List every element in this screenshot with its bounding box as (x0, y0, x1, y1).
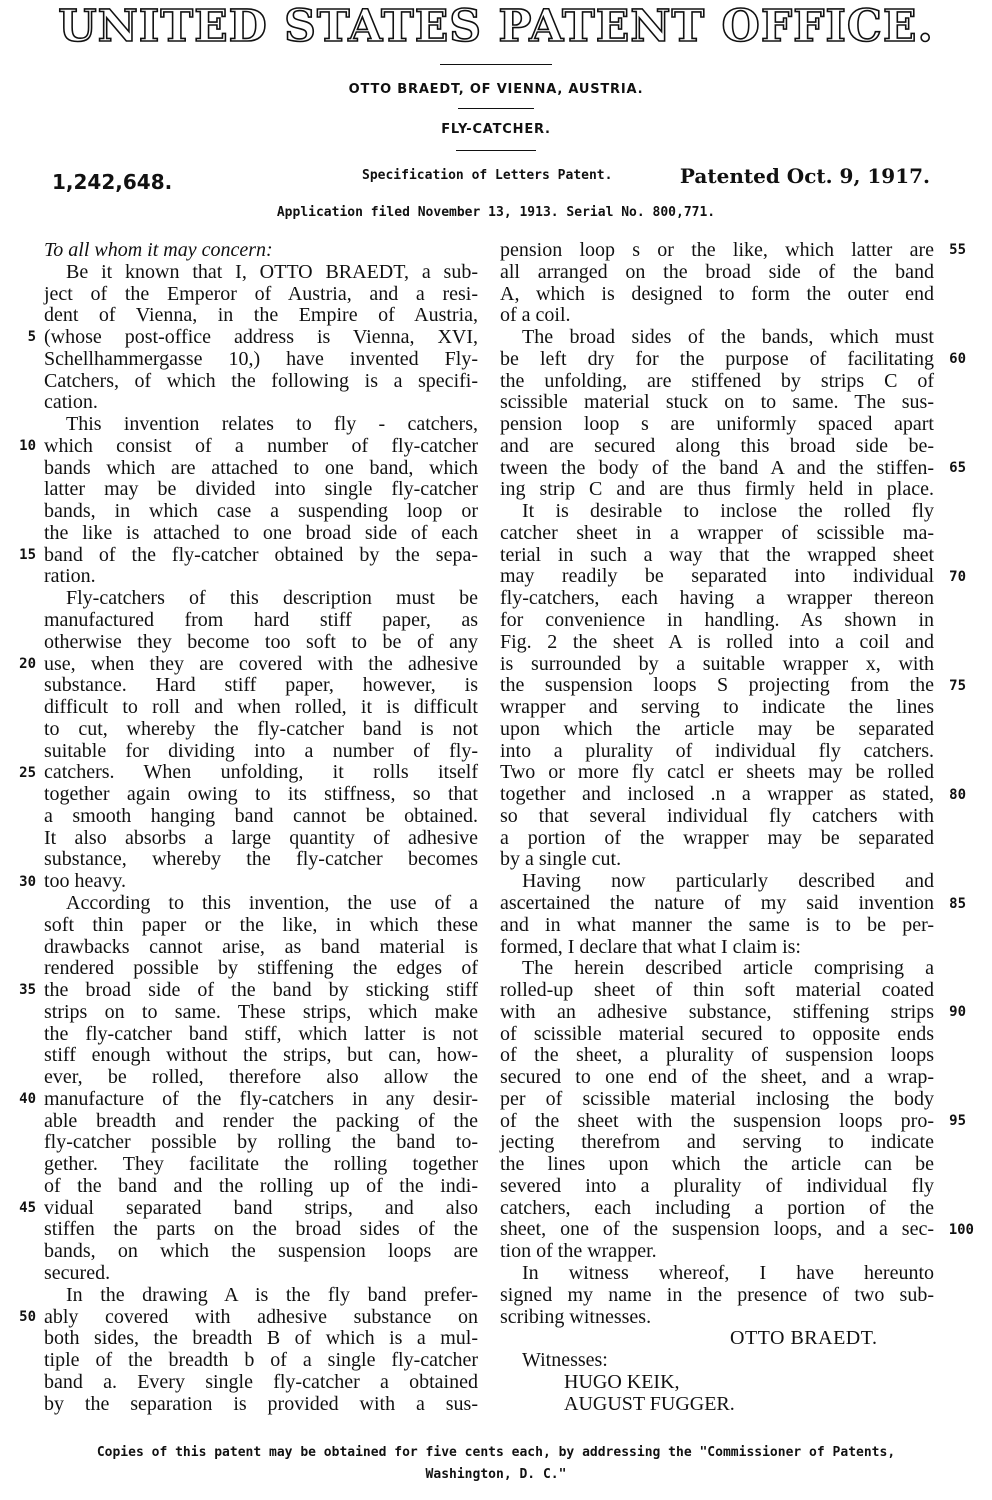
witness-name: HUGO KEIK, (564, 1370, 680, 1393)
text-line: upon which the article may be separated (500, 717, 934, 740)
text-line: both sides, the breadth B of which is a mul- (44, 1327, 478, 1350)
text-line: tween the body of the band A and the stiffen- (500, 456, 934, 479)
line-number: 30 (19, 874, 36, 890)
text-line: Schellhammergasse 10,) have invented Fly- (44, 347, 478, 370)
text-line: use, when they are covered with the adhesive (44, 652, 478, 675)
text-line: manufactured from hard stiff paper, as (44, 609, 478, 632)
text-line: a portion of the wrapper may be separated (500, 826, 934, 849)
line-number: 55 (949, 242, 966, 258)
text-line: otherwise they become too soft to be of any (44, 630, 478, 653)
header-rule-mid (458, 108, 534, 109)
text-line: the like is attached to one broad side of each (44, 521, 478, 544)
text-line: by a single cut. (500, 848, 622, 871)
text-line: vidual separated band strips, and also (44, 1196, 478, 1219)
line-number: 90 (949, 1004, 966, 1020)
line-number: 65 (949, 460, 966, 476)
text-line: terial in such a way that the wrapped sheet (500, 543, 934, 566)
text-line: per of scissible material inclosing the body (500, 1087, 934, 1110)
line-number: 20 (19, 656, 36, 672)
text-line: stiffen the parts on the broad sides of the (44, 1218, 478, 1241)
text-line: difficult to roll and when rolled, it is difficult (44, 696, 478, 719)
text-line: It also absorbs a large quantity of adhesive (44, 826, 478, 849)
header-rule-low (456, 150, 536, 151)
text-line: the lines upon which the article can be (500, 1153, 934, 1176)
patented-date: Patented Oct. 9, 1917. (679, 164, 930, 188)
witnesses-label: Witnesses: (522, 1349, 608, 1372)
text-line: gether. They facilitate the rolling together (44, 1153, 478, 1176)
line-number: 25 (19, 765, 36, 781)
text-line: A, which is designed to form the outer end (500, 282, 934, 305)
text-line: soft thin paper or the like, in which these (44, 913, 478, 936)
text-line: signed my name in the presence of two sub- (500, 1283, 934, 1306)
text-line: of the band and the rolling up of the indi- (44, 1174, 478, 1197)
text-line: ascertained the nature of my said invention (500, 891, 934, 914)
text-line: of scissible material secured to opposite ends (500, 1022, 934, 1045)
inventor-line: OTTO BRAEDT, OF VIENNA, AUSTRIA. (348, 82, 644, 97)
text-line: all arranged on the broad side of the band (500, 260, 934, 283)
application-line: Application filed November 13, 1913. Serial No. 800,771. (276, 205, 716, 220)
text-line: Fly-catchers of this description must be (66, 587, 478, 610)
text-line: drawbacks cannot arise, as band material is (44, 935, 478, 958)
text-line: ever, be rolled, therefore also allow the (44, 1066, 478, 1089)
text-line: rolled-up sheet of thin soft material coated (500, 979, 934, 1002)
line-number: 40 (19, 1091, 36, 1107)
text-line: together again owing to its stiffness, so that (44, 783, 478, 806)
footer-note (0, 1442, 992, 1486)
patent-number: 1,242,648. (52, 170, 173, 194)
text-line: It is desirable to inclose the rolled fly (522, 500, 934, 523)
text-line: severed into a plurality of individual fly (500, 1174, 934, 1197)
line-number: 85 (949, 896, 966, 912)
text-line: substance. Hard stiff paper, however, is (44, 674, 478, 697)
text-line: secured to one end of the sheet, and a wrap- (500, 1066, 934, 1089)
footer-line: Copies of this patent may be obtained for five cents each, by addressing the "Commissioner of Patents, (96, 1445, 896, 1460)
text-line: stiff enough without the strips, but can, how- (44, 1044, 478, 1067)
text-line: bands, on which the suspension loops are (44, 1240, 478, 1263)
text-line: manufacture of the fly-catchers in any desir- (44, 1087, 478, 1110)
text-line: of the sheet, a plurality of suspension loops (500, 1044, 934, 1067)
text-line: Two or more fly catcl er sheets may be rolled (500, 761, 934, 784)
text-line: able breadth and render the packing of the (44, 1109, 478, 1132)
text-line: a smooth hanging band cannot be obtained. (44, 804, 478, 827)
salutation: To all whom it may concern: (44, 239, 273, 261)
text-line: to cut, whereby the fly-catcher band is not (44, 717, 478, 740)
text-line: be left dry for the purpose of facilitating (500, 347, 934, 370)
text-line: may readily be separated into individual (500, 565, 934, 588)
text-line: so that several individual fly catchers with (500, 804, 934, 827)
text-line: Be it known that I, OTTO BRAEDT, a sub- (66, 260, 478, 283)
line-number: 80 (949, 787, 966, 803)
text-line: the fly-catcher band stiff, which latter is not (44, 1022, 478, 1045)
text-line: tion of the wrapper. (500, 1240, 657, 1263)
text-line: substance, whereby the fly-catcher becomes (44, 848, 478, 871)
text-line: catcher sheet in a wrapper of scissible ma- (500, 521, 934, 544)
patent-office-title: UNITED STATES PATENT OFFICE. (58, 1, 934, 52)
text-line: into a plurality of individual fly catchers. (500, 739, 934, 762)
text-line: by the separation is provided with a sus- (44, 1392, 478, 1415)
footer-line: Washington, D. C." (425, 1467, 567, 1482)
text-line: ject of the Emperor of Austria, and a resi- (44, 282, 478, 305)
header-rule-top (440, 64, 552, 65)
line-number: 75 (949, 678, 966, 694)
text-line: for convenience in handling. As shown in (500, 609, 934, 632)
text-line: The herein described article comprising a (522, 957, 934, 980)
text-line: band a. Every single fly-catcher a obtained (44, 1370, 478, 1393)
text-line: tiple of the breadth b of a single fly-catcher (44, 1349, 478, 1372)
text-line: Having now particularly described and (522, 870, 934, 893)
text-line: scribing witnesses. (500, 1305, 652, 1328)
line-number: 95 (949, 1113, 966, 1129)
text-line: ing strip C and are thus firmly held in place. (500, 478, 934, 501)
text-line: and are secured along this broad side be- (500, 434, 934, 457)
text-line: The broad sides of the bands, which must (522, 326, 934, 349)
text-line: is surrounded by a suitable wrapper x, with (500, 652, 934, 675)
text-line: of a coil. (500, 304, 571, 327)
text-line: In the drawing A is the fly band prefer- (66, 1283, 478, 1306)
text-line: pension loop s are uniformly spaced apart (500, 413, 934, 436)
text-line: too heavy. (44, 870, 127, 893)
text-line: pension loop s or the like, which latter are (500, 239, 934, 261)
right-text-column (500, 240, 934, 1415)
text-line: Fig. 2 the sheet A is rolled into a coil and (500, 630, 934, 653)
line-number: 10 (19, 438, 36, 454)
text-line: ration. (44, 565, 96, 588)
text-line: suitable for dividing into a number of fly- (44, 739, 478, 762)
text-line: with an adhesive substance, stiffening strips (500, 1000, 934, 1023)
text-line: the unfolding, are stiffened by strips C of (500, 369, 934, 392)
text-line: dent of Vienna, in the Empire of Austria, (44, 304, 478, 327)
text-line: scissible material stuck on to same. The sus- (500, 391, 934, 414)
text-line: of the sheet with the suspension loops pro- (500, 1109, 934, 1132)
text-line: the broad side of the band by sticking stiff (44, 979, 478, 1002)
text-line: latter may be divided into single fly-catcher (44, 478, 478, 501)
witness-name: AUGUST FUGGER. (564, 1392, 735, 1415)
text-line: cation. (44, 391, 98, 414)
text-line: fly-catchers, each having a wrapper thereon (500, 587, 934, 610)
text-line: secured. (44, 1261, 111, 1284)
text-line: formed, I declare that what I claim is: (500, 935, 801, 958)
line-number: 70 (949, 569, 966, 585)
text-line: fly-catcher possible by rolling the band to- (44, 1131, 478, 1154)
text-line: rendered possible by stiffening the edges of (44, 957, 478, 980)
line-number: 45 (19, 1200, 36, 1216)
text-line: strips on to same. These strips, which make (44, 1000, 478, 1023)
text-line: Catchers, of which the following is a specifi- (44, 369, 478, 392)
text-line: together and inclosed .n a wrapper as stated, (500, 783, 934, 806)
specification-label: Specification of Letters Patent. (362, 168, 613, 183)
inventor-signature: OTTO BRAEDT. (730, 1327, 878, 1350)
line-number: 35 (19, 982, 36, 998)
text-line: and in what manner the same is to be per- (500, 913, 934, 936)
text-line: sheet, one of the suspension loops, and a sec- (500, 1218, 934, 1241)
text-line: In witness whereof, I have hereunto (522, 1261, 934, 1284)
line-number: 50 (19, 1309, 36, 1325)
text-line: which consist of a number of fly-catcher (44, 434, 478, 457)
left-text-column (44, 240, 478, 1415)
line-number: 100 (948, 1222, 974, 1238)
text-line: band of the fly-catcher obtained by the sepa- (44, 543, 478, 566)
text-line: the suspension loops S projecting from the (500, 674, 934, 697)
text-line: bands, in which case a suspending loop or (44, 500, 478, 523)
text-line: bands which are attached to one band, which (44, 456, 478, 479)
invention-title: FLY-CATCHER. (441, 122, 551, 137)
text-line: According to this invention, the use of a (66, 891, 478, 914)
text-line: This invention relates to fly - catchers, (66, 413, 478, 436)
line-number: 15 (19, 547, 36, 563)
text-line: catchers, each including a portion of the (500, 1196, 934, 1219)
line-number: 60 (949, 351, 966, 367)
line-number: 5 (27, 329, 36, 345)
text-line: catchers. When unfolding, it rolls itself (44, 761, 478, 784)
text-line: wrapper and serving to indicate the lines (500, 696, 934, 719)
text-line: (whose post-office address is Vienna, XVI, (44, 326, 478, 349)
text-line: ably covered with adhesive substance on (44, 1305, 478, 1328)
text-line: jecting therefrom and serving to indicate (500, 1131, 934, 1154)
